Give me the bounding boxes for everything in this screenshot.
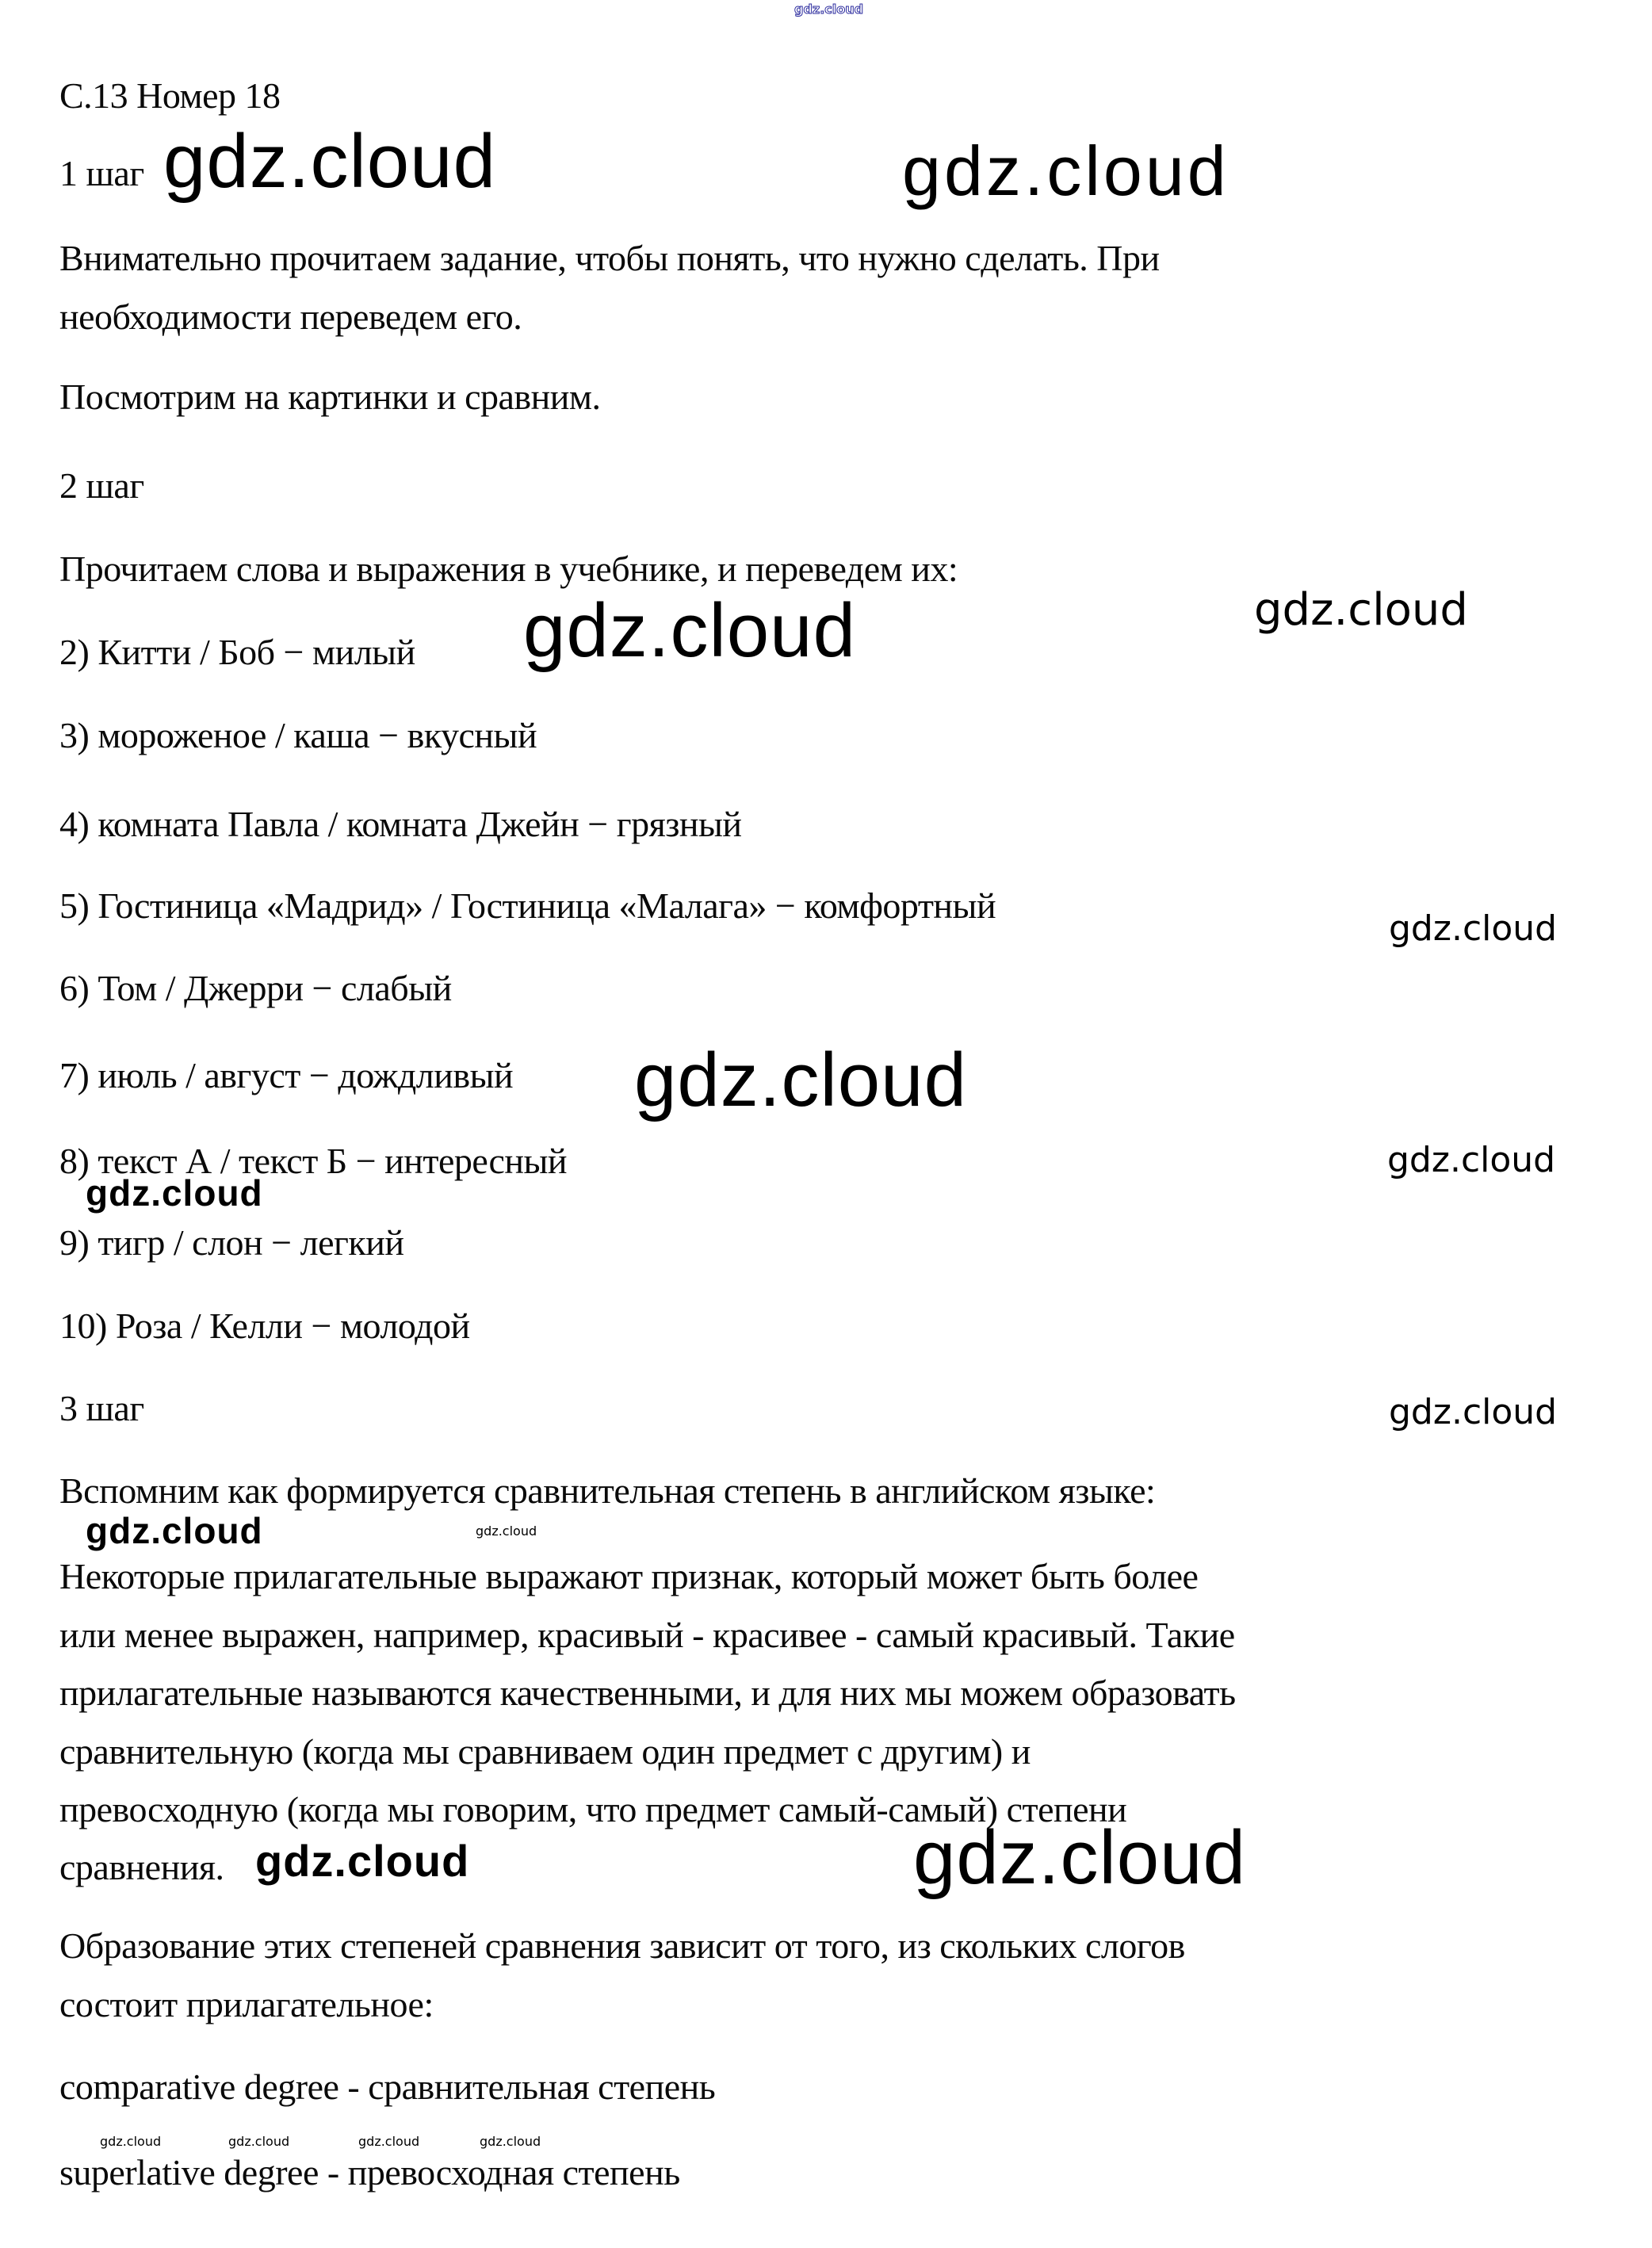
watermark-gdz-cloud: gdz.cloud xyxy=(86,1510,263,1551)
step-1-paragraph-line-1: Внимательно прочитаем задание, чтобы понять, что нужно сделать. При xyxy=(59,238,1160,278)
watermark-gdz-cloud: gdz.cloud xyxy=(476,1524,537,1539)
formation-line-2: состоит прилагательное: xyxy=(59,1984,434,2024)
step-3-paragraph-line-5: превосходную (когда мы говорим, что предмет самый-самый) степени xyxy=(59,1789,1127,1829)
list-item-10: 10) Роза / Келли − молодой xyxy=(59,1306,470,1346)
list-item-2: 2) Китти / Боб − милый xyxy=(59,632,415,672)
step-3-paragraph-line-6: сравнения. xyxy=(59,1847,224,1887)
step-3-paragraph-line-2: или менее выражен, например, красивый - красивее - самый красивый. Такие xyxy=(59,1615,1235,1655)
comparative-degree-line: comparative degree - сравнительная степень xyxy=(59,2066,716,2107)
list-item-4: 4) комната Павла / комната Джейн − грязный xyxy=(59,804,742,844)
watermark-gdz-cloud: gdz.cloud xyxy=(255,1836,470,1886)
watermark-gdz-cloud: gdz.cloud xyxy=(1387,1140,1556,1180)
step-3-intro: Вспомним как формируется сравнительная степень в английском языке: xyxy=(59,1470,1156,1511)
watermark-gdz-cloud: gdz.cloud xyxy=(523,588,856,673)
watermark-gdz-cloud: gdz.cloud xyxy=(163,119,496,204)
step-1-paragraph-line-2: необходимости переведем его. xyxy=(59,296,522,337)
watermark-gdz-cloud: gdz.cloud xyxy=(480,2134,541,2149)
watermark-gdz-cloud: gdz.cloud xyxy=(86,1172,263,1214)
list-item-8: 8) текст А / текст Б − интересный xyxy=(59,1141,568,1181)
list-item-6: 6) Том / Джерри − слабый xyxy=(59,968,452,1008)
watermark-gdz-cloud: gdz.cloud xyxy=(634,1038,967,1122)
list-item-5: 5) Гостиница «Мадрид» / Гостиница «Малага» − комфортный xyxy=(59,885,996,926)
step-3-paragraph-line-3: прилагательные называются качественными, и для них мы можем образовать xyxy=(59,1673,1236,1713)
watermark-gdz-cloud: gdz.cloud xyxy=(913,1815,1246,1900)
watermark-gdz-cloud: gdz.cloud xyxy=(1389,908,1558,949)
step-1-paragraph-2: Посмотрим на картинки и сравним. xyxy=(59,377,601,417)
step-3-paragraph-line-1: Некоторые прилагательные выражают признак, который может быть более xyxy=(59,1556,1199,1596)
watermark-gdz-cloud: gdz.cloud xyxy=(1389,1392,1558,1432)
list-item-3: 3) мороженое / каша − вкусный xyxy=(59,715,537,755)
watermark-gdz-cloud: gdz.cloud xyxy=(902,132,1229,210)
superlative-degree-line: superlative degree - превосходная степень xyxy=(59,2152,680,2193)
watermark-gdz-cloud: gdz.cloud xyxy=(228,2134,290,2149)
watermark-gdz-cloud: gdz.cloud xyxy=(100,2134,162,2149)
list-item-9: 9) тигр / слон − легкий xyxy=(59,1222,404,1263)
watermark-gdz-cloud: gdz.cloud xyxy=(1254,584,1468,636)
list-item-7: 7) июль / август − дождливый xyxy=(59,1055,514,1095)
step-3-title: 3 шаг xyxy=(59,1388,144,1428)
step-3-paragraph-line-4: сравнительную (когда мы сравниваем один предмет с другим) и xyxy=(59,1731,1031,1772)
step-2-intro: Прочитаем слова и выражения в учебнике, и переведем их: xyxy=(59,549,958,589)
step-2-title: 2 шаг xyxy=(59,465,144,506)
page-title: С.13 Номер 18 xyxy=(59,75,281,116)
step-1-title: 1 шаг xyxy=(59,153,144,193)
formation-line-1: Образование этих степеней сравнения зависит от того, из скольких слогов xyxy=(59,1925,1185,1966)
watermark-gdz-cloud-outline: gdz.cloud xyxy=(794,2,864,17)
watermark-gdz-cloud: gdz.cloud xyxy=(358,2134,420,2149)
